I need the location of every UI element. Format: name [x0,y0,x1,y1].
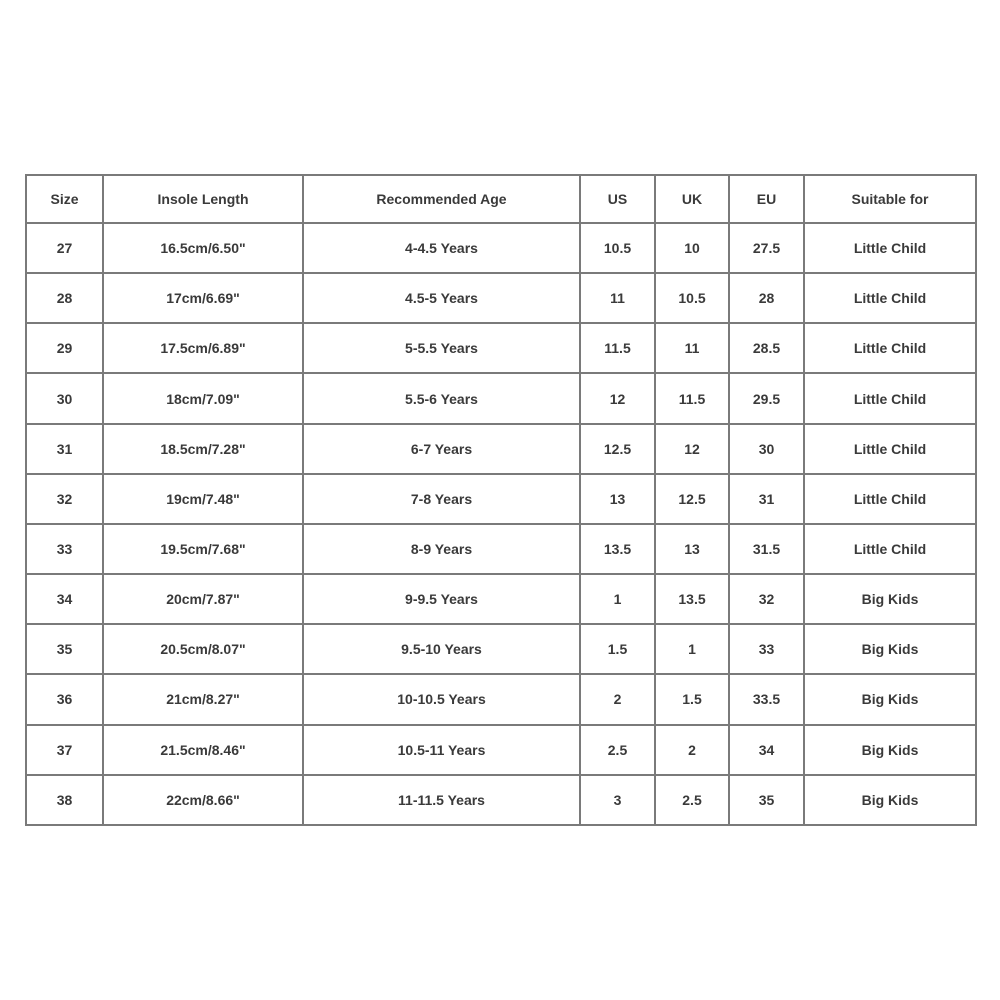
cell-recommended-age: 5-5.5 Years [303,323,580,373]
table-row [26,474,976,524]
cell-us: 13 [580,474,655,524]
table-body [26,223,976,825]
table-row [26,624,976,674]
cell-uk: 12 [655,424,729,474]
cell-size: 36 [26,674,103,724]
table-row [26,725,976,775]
cell-us: 11 [580,273,655,323]
cell-suitable-for: Little Child [804,373,976,423]
cell-us: 11.5 [580,323,655,373]
cell-insole-length: 21cm/8.27" [103,674,303,724]
cell-insole-length: 17cm/6.69" [103,273,303,323]
cell-eu: 32 [729,574,804,624]
cell-us: 12.5 [580,424,655,474]
cell-uk: 11.5 [655,373,729,423]
cell-size: 38 [26,775,103,825]
cell-uk: 2 [655,725,729,775]
table-row [26,424,976,474]
table-row [26,273,976,323]
cell-recommended-age: 9-9.5 Years [303,574,580,624]
cell-insole-length: 19cm/7.48" [103,474,303,524]
cell-recommended-age: 11-11.5 Years [303,775,580,825]
cell-uk: 13.5 [655,574,729,624]
cell-us: 1 [580,574,655,624]
cell-us: 3 [580,775,655,825]
cell-insole-length: 18.5cm/7.28" [103,424,303,474]
cell-eu: 35 [729,775,804,825]
cell-uk: 2.5 [655,775,729,825]
cell-suitable-for: Little Child [804,424,976,474]
column-header-insole-length: Insole Length [103,175,303,223]
cell-insole-length: 16.5cm/6.50" [103,223,303,273]
table-row [26,524,976,574]
cell-suitable-for: Little Child [804,323,976,373]
cell-size: 27 [26,223,103,273]
table-row [26,674,976,724]
cell-us: 2 [580,674,655,724]
table-row [26,323,976,373]
cell-recommended-age: 9.5-10 Years [303,624,580,674]
cell-insole-length: 21.5cm/8.46" [103,725,303,775]
cell-recommended-age: 8-9 Years [303,524,580,574]
cell-us: 12 [580,373,655,423]
cell-suitable-for: Big Kids [804,624,976,674]
cell-suitable-for: Little Child [804,273,976,323]
cell-size: 35 [26,624,103,674]
cell-uk: 11 [655,323,729,373]
cell-insole-length: 20.5cm/8.07" [103,624,303,674]
cell-size: 34 [26,574,103,624]
cell-eu: 29.5 [729,373,804,423]
cell-uk: 1 [655,624,729,674]
cell-recommended-age: 7-8 Years [303,474,580,524]
cell-insole-length: 22cm/8.66" [103,775,303,825]
table-row [26,574,976,624]
cell-suitable-for: Little Child [804,223,976,273]
cell-size: 32 [26,474,103,524]
cell-us: 13.5 [580,524,655,574]
cell-recommended-age: 5.5-6 Years [303,373,580,423]
cell-recommended-age: 4-4.5 Years [303,223,580,273]
cell-uk: 13 [655,524,729,574]
cell-eu: 30 [729,424,804,474]
cell-size: 33 [26,524,103,574]
cell-eu: 28 [729,273,804,323]
cell-recommended-age: 10.5-11 Years [303,725,580,775]
column-header-suitable-for: Suitable for [804,175,976,223]
cell-size: 29 [26,323,103,373]
cell-eu: 33 [729,624,804,674]
cell-eu: 31 [729,474,804,524]
cell-eu: 34 [729,725,804,775]
cell-insole-length: 18cm/7.09" [103,373,303,423]
cell-uk: 10.5 [655,273,729,323]
cell-eu: 33.5 [729,674,804,724]
cell-suitable-for: Big Kids [804,775,976,825]
cell-us: 10.5 [580,223,655,273]
column-header-size: Size [26,175,103,223]
table-header-row [26,175,976,223]
cell-eu: 28.5 [729,323,804,373]
cell-uk: 10 [655,223,729,273]
cell-recommended-age: 4.5-5 Years [303,273,580,323]
table-row [26,775,976,825]
cell-suitable-for: Little Child [804,524,976,574]
cell-recommended-age: 10-10.5 Years [303,674,580,724]
cell-size: 30 [26,373,103,423]
column-header-uk: UK [655,175,729,223]
cell-eu: 31.5 [729,524,804,574]
cell-recommended-age: 6-7 Years [303,424,580,474]
cell-size: 31 [26,424,103,474]
cell-eu: 27.5 [729,223,804,273]
cell-suitable-for: Big Kids [804,574,976,624]
cell-uk: 12.5 [655,474,729,524]
cell-us: 2.5 [580,725,655,775]
cell-size: 37 [26,725,103,775]
column-header-recommended-age: Recommended Age [303,175,580,223]
cell-insole-length: 17.5cm/6.89" [103,323,303,373]
cell-suitable-for: Big Kids [804,725,976,775]
cell-insole-length: 20cm/7.87" [103,574,303,624]
cell-us: 1.5 [580,624,655,674]
column-header-eu: EU [729,175,804,223]
cell-uk: 1.5 [655,674,729,724]
cell-size: 28 [26,273,103,323]
table-row [26,223,976,273]
cell-suitable-for: Big Kids [804,674,976,724]
cell-insole-length: 19.5cm/7.68" [103,524,303,574]
table-row [26,373,976,423]
column-header-us: US [580,175,655,223]
cell-suitable-for: Little Child [804,474,976,524]
size-chart-table [25,174,977,826]
